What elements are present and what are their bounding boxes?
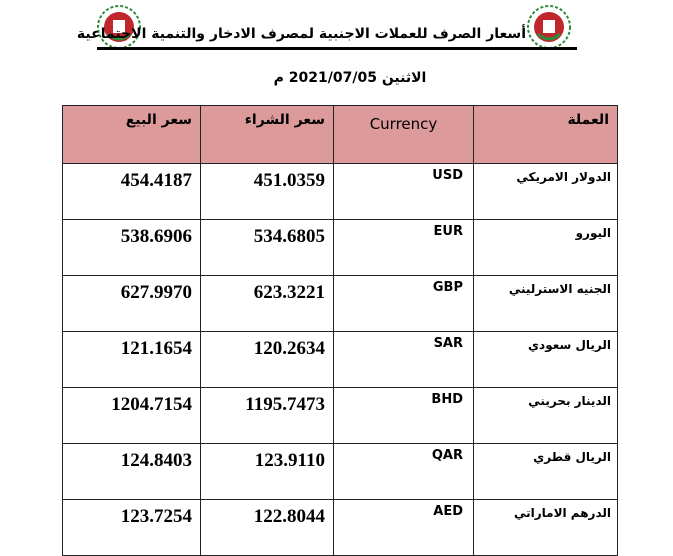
sell-rate: 627.9970 <box>63 276 201 332</box>
currency-name: الريال قطري <box>474 444 618 500</box>
sell-rate: 1204.7154 <box>63 388 201 444</box>
column-header-sell: سعر البيع <box>63 106 201 164</box>
buy-rate: 451.0359 <box>201 164 334 220</box>
sell-rate: 454.4187 <box>63 164 201 220</box>
table-header-row <box>63 106 618 164</box>
column-header-currency-code: Currency <box>334 106 474 164</box>
table-row <box>63 332 618 388</box>
rate-date: الاثنين 2021/07/05 م <box>273 70 427 86</box>
header-divider <box>97 47 577 50</box>
table-row <box>63 500 618 556</box>
table-row <box>63 220 618 276</box>
currency-code: USD <box>334 164 474 220</box>
column-header-buy: سعر الشراء <box>201 106 334 164</box>
column-header-currency-name: العملة <box>474 106 618 164</box>
currency-name: الريال سعودي <box>474 332 618 388</box>
sell-rate: 124.8403 <box>63 444 201 500</box>
currency-name: الدرهم الاماراتي <box>474 500 618 556</box>
sell-rate: 121.1654 <box>63 332 201 388</box>
buy-rate: 623.3221 <box>201 276 334 332</box>
buy-rate: 1195.7473 <box>201 388 334 444</box>
page-title: أسعار الصرف للعملات الاجنبية لمصرف الادخار والتنمية الاجتماعية <box>76 26 526 42</box>
table-row <box>63 164 618 220</box>
sell-rate: 538.6906 <box>63 220 201 276</box>
currency-code: QAR <box>334 444 474 500</box>
currency-code: EUR <box>334 220 474 276</box>
buy-rate: 123.9110 <box>201 444 334 500</box>
buy-rate: 122.8044 <box>201 500 334 556</box>
currency-code: GBP <box>334 276 474 332</box>
currency-code: SAR <box>334 332 474 388</box>
currency-name: الدينار بحريني <box>474 388 618 444</box>
sell-rate: 123.7254 <box>63 500 201 556</box>
currency-name: اليورو <box>474 220 618 276</box>
exchange-rates-table <box>62 105 618 556</box>
currency-name: الجنيه الاسترليني <box>474 276 618 332</box>
table-row <box>63 388 618 444</box>
table-row <box>63 276 618 332</box>
currency-name: الدولار الامريكي <box>474 164 618 220</box>
currency-code: BHD <box>334 388 474 444</box>
table-row <box>63 444 618 500</box>
bank-logo-right <box>526 4 572 50</box>
buy-rate: 120.2634 <box>201 332 334 388</box>
buy-rate: 534.6805 <box>201 220 334 276</box>
currency-code: AED <box>334 500 474 556</box>
